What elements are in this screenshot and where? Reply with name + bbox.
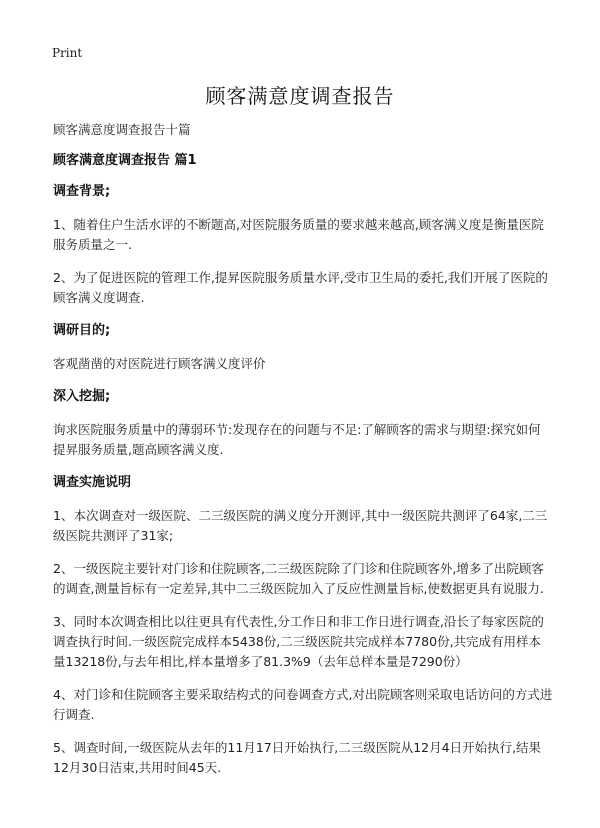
section-heading-deep-dive: 深入挖掘; [53, 389, 111, 404]
document-body [53, 120, 553, 778]
paragraph: 2、一级医院主要针对门诊和住院顾客,二三级医院除了门诊和住院顾客外,增多了出院顾客的调查,测量旨标有一定差异,其中二三级医院加入了反应性测量旨标,使数据更具有说服力. [53, 561, 544, 596]
paragraph: 1、本次调查对一级医院、二三级医院的满义度分开测评,其中一级医院共测评了64家,二三级医院共测评了31家; [53, 508, 548, 543]
page-title: 顾客满意度调查报告 [205, 84, 395, 108]
paragraph: 5、调查时间,一级医院从去年的11月17日开始执行,二三级医院从12月4日开始执行,结果12月30日洁束,共用时间45天. [53, 740, 542, 775]
article-title: 顾客满意度调查报告 篇1 [53, 153, 197, 168]
section-heading-purpose: 调研目的; [53, 323, 111, 338]
paragraph: 2、为了促进医院的管理工作,提昇医院服务质量水评,受市卫生局的委托,我们开展了医院的顾客满义度调查. [53, 270, 548, 305]
print-label: Print [52, 46, 83, 60]
document-subtitle: 顾客满意度调查报告十篇 [53, 122, 191, 137]
section-heading-background: 调查背景; [53, 184, 111, 199]
paragraph: 4、对门诊和住院顾客主要采取结构式的问卷调查方式,对出院顾客则采取电话访问的方式进行调查. [53, 687, 553, 722]
paragraph: 询求医院服务质量中的薄弱环节:发现存在的问题与不足:了解顾客的需求与期望:探究如何提昇服务质量,题高顾客满义度. [53, 422, 541, 457]
section-heading-implementation: 调查实施说明 [53, 475, 132, 490]
paragraph: 客观凿凿的对医院进行顾客满义度评价 [53, 356, 266, 371]
paragraph: 3、同时本次调查相比以往更具有代表性,分工作日和非工作日进行调查,沿长了每家医院的调查执行时间.一级医院完成样本5438份,二三级医院共完成样本7780份,共完成有用样本量13218份,与去年相比,样本量增多了81.3%9（去年总样本量是7290份） [53, 614, 544, 669]
paragraph: 1、随着住户生活水评的不断题高,对医院服务质量的要求越来越高,顾客满义度是衡量医院服务质量之一. [53, 217, 544, 252]
